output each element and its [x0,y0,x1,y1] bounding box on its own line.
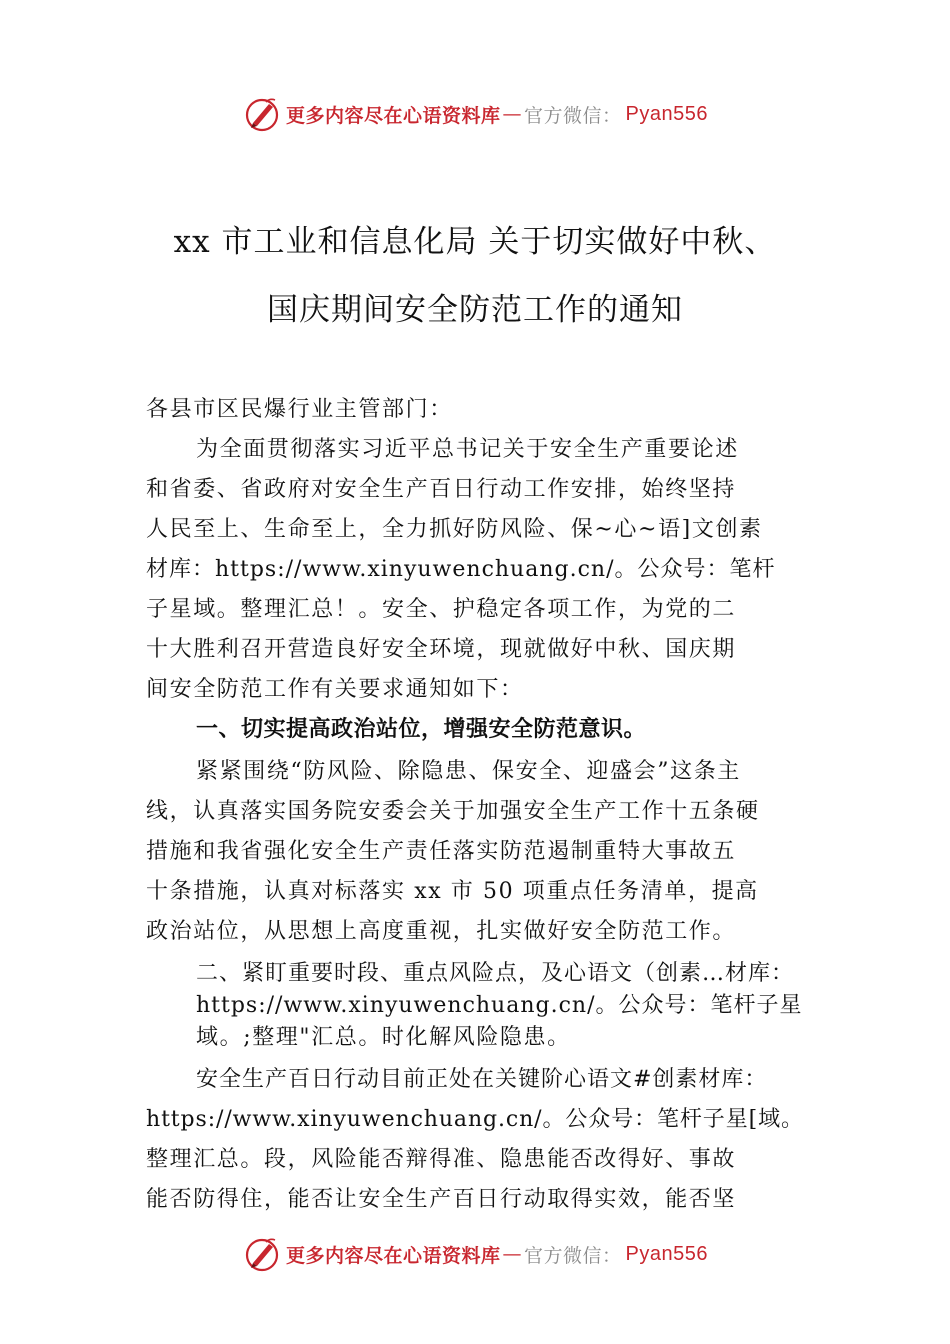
paragraph-3-line: 安全生产百日行动目前正处在关键阶心语文#创素材库： [196,1067,768,1092]
section-heading-2-line: 二、紧盯重要时段、重点风险点，及心语文（创素…材库： [196,961,795,986]
document-title-line-1: xx 市工业和信息化局 关于切实做好中秋、 [173,224,777,260]
paragraph-1-line: 人民至上、生命至上，全力抓好防风险、保~心~语]文创素 [146,517,763,542]
watermark-contact-label: 官方微信： [524,104,622,127]
section-heading-2-line: https://www.xinyuwenchuang.cn/。公众号：笔杆子星 [196,993,803,1018]
pen-logo-icon [242,94,282,134]
section-heading-2-line: 域。;整理"汇总。时化解风险隐患。 [196,1025,571,1050]
paragraph-1-line: 和省委、省政府对安全生产百日行动工作安排，始终坚持 [146,477,737,502]
watermark-site-text: 更多内容尽在心语资料库 [286,104,501,127]
paragraph-2-line: 措施和我省强化安全生产责任落实防范遏制重特大事故五 [146,839,737,864]
paragraph-1-line: 间安全防范工作有关要求通知如下： [146,677,524,702]
pen-logo-icon [242,1234,282,1274]
document-title-line-2: 国庆期间安全防范工作的通知 [267,292,683,328]
salutation: 各县市区民爆行业主管部门： [146,397,453,422]
paragraph-3-line: https://www.xinyuwenchuang.cn/。公众号：笔杆子星[域。 [146,1107,804,1132]
paragraph-2-line: 十条措施，认真对标落实 xx 市 50 项重点任务清单，提高 [146,879,759,904]
paragraph-1-line: 十大胜利召开营造良好安全环境，现就做好中秋、国庆期 [146,637,737,662]
paragraph-3-line: 能否防得住，能否让安全生产百日行动取得实效，能否坚 [146,1187,737,1212]
paragraph-2-line: 紧紧围绕“防风险、除隐患、保安全、迎盛会”这条主 [196,759,741,784]
section-heading-1: 一、切实提高政治站位，增强安全防范意识。 [196,717,647,742]
footer-watermark [0,1232,950,1276]
paragraph-1-line: 材库：https://www.xinyuwenchuang.cn/。公众号：笔杆 [146,557,776,582]
watermark-separator: — [502,1243,523,1265]
watermark-contact-label: 官方微信： [524,1244,622,1267]
watermark-contact-id: Pyan556 [625,102,708,125]
paragraph-1-line: 为全面贯彻落实习近平总书记关于安全生产重要论述 [196,437,739,462]
paragraph-1-line: 子星域。整理汇总！。安全、护稳定各项工作，为党的二 [146,597,737,622]
paragraph-2-line: 政治站位，从思想上高度重视，扎实做好安全防范工作。 [146,919,737,944]
paragraph-3-line: 整理汇总。段，风险能否辩得准、隐患能否改得好、事故 [146,1147,737,1172]
watermark-separator: — [502,103,523,125]
header-watermark [0,92,950,136]
watermark-contact-id: Pyan556 [625,1242,708,1265]
paragraph-2-line: 线，认真落实国务院安委会关于加强安全生产工作十五条硬 [146,799,760,824]
watermark-site-text: 更多内容尽在心语资料库 [286,1244,501,1267]
